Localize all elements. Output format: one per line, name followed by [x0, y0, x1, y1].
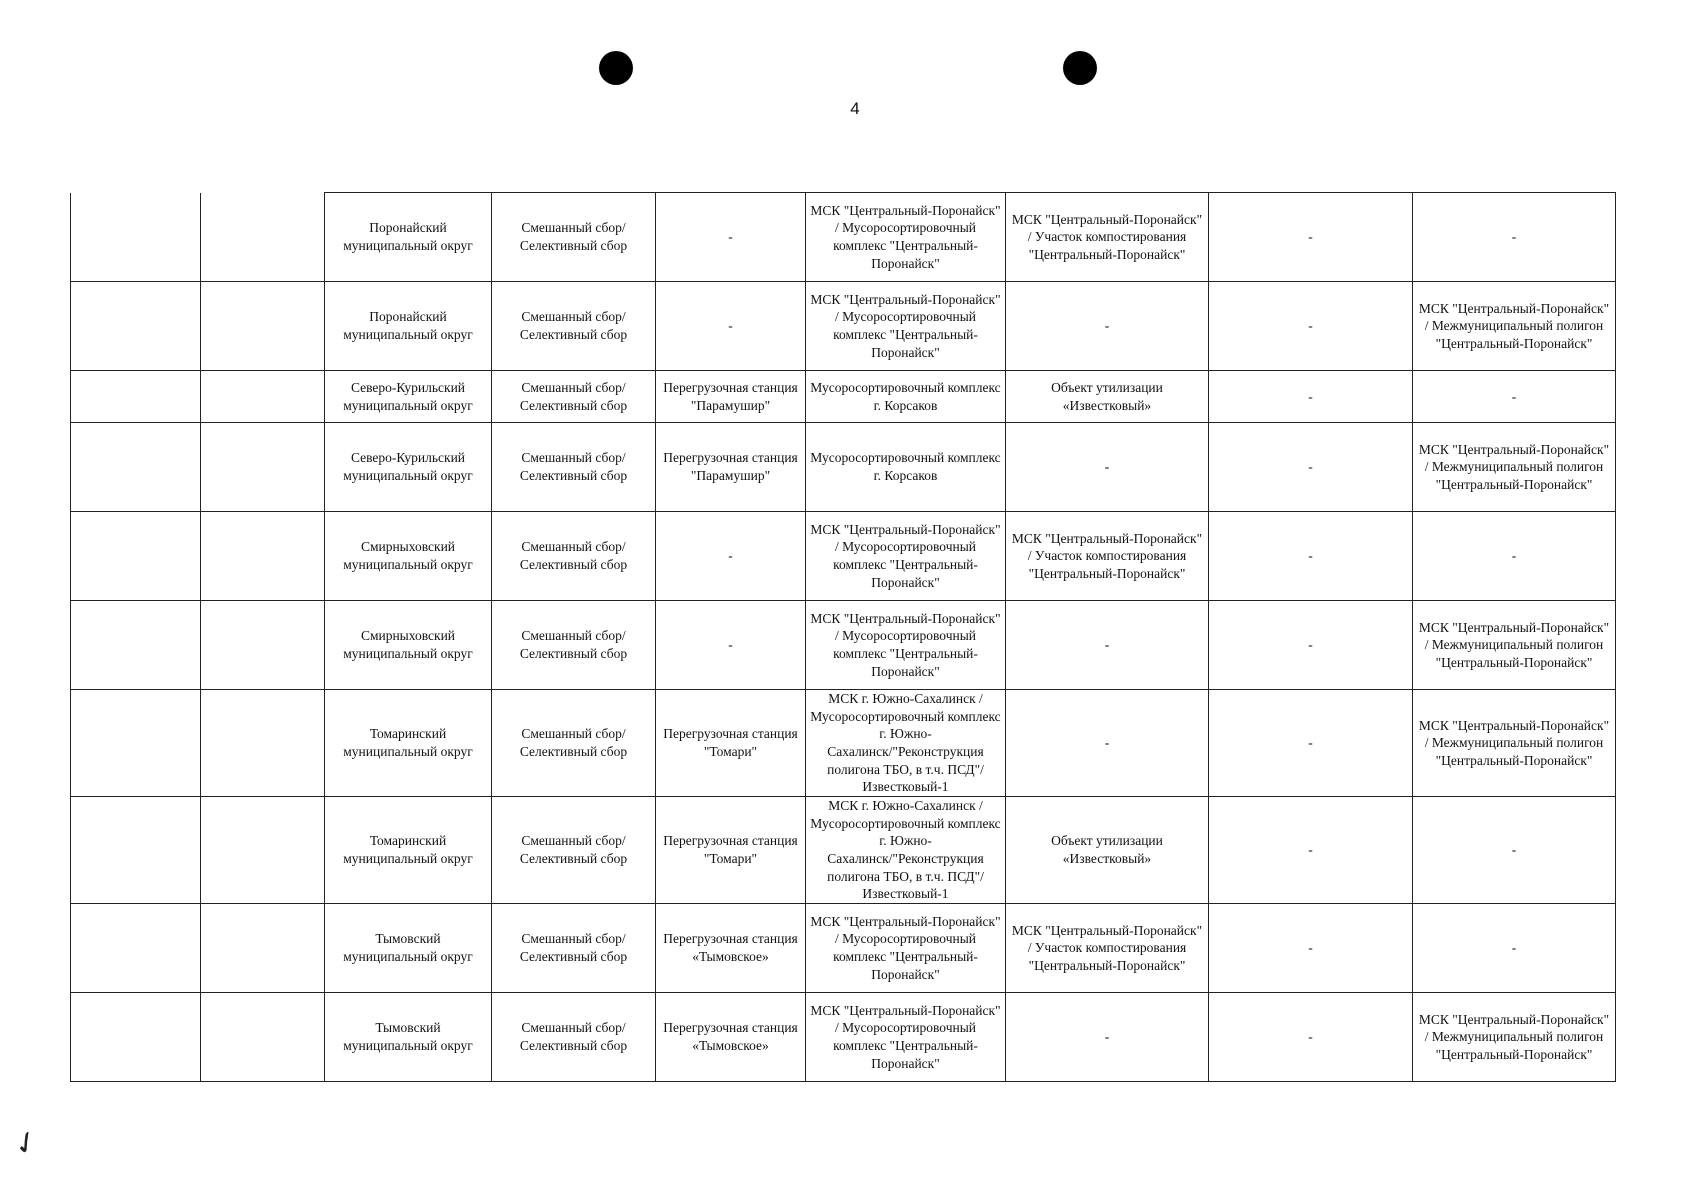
cell-district: Смирныховский муниципальный округ	[325, 601, 492, 690]
cell-disposal: -	[1413, 512, 1616, 601]
cell-sorting: МСК "Центральный-Поронайск" / Мусоросортировочный комплекс "Центральный-Поронайск"	[806, 282, 1006, 371]
cell-transfer: Перегрузочная станция "Томари"	[656, 797, 806, 904]
margin-handwritten-mark: ✓	[7, 1122, 46, 1165]
table-row	[71, 797, 1616, 904]
cell-collection: Смешанный сбор/ Селективный сбор	[492, 512, 656, 601]
cell-transfer: Перегрузочная станция "Парамушир"	[656, 371, 806, 423]
cell-neutralization: -	[1209, 601, 1413, 690]
cell-transfer: Перегрузочная станция "Парамушир"	[656, 423, 806, 512]
cell-neutralization: -	[1209, 797, 1413, 904]
cell-transfer: -	[656, 512, 806, 601]
page-number: 4	[850, 99, 860, 118]
cell-transfer: Перегрузочная станция «Тымовское»	[656, 904, 806, 993]
blank-cell	[71, 512, 201, 601]
cell-district: Поронайский муниципальный округ	[325, 282, 492, 371]
cell-utilization: МСК "Центральный-Поронайск" / Участок компостирования "Центральный-Поронайск"	[1006, 512, 1209, 601]
cell-sorting: МСК г. Южно-Сахалинск / Мусоросортировочный комплекс г. Южно-Сахалинск/"Реконструкция полигона ТБО, в т.ч. ПСД"/Известковый-1	[806, 797, 1006, 904]
cell-disposal: -	[1413, 797, 1616, 904]
blank-cell	[201, 282, 325, 371]
cell-neutralization: -	[1209, 423, 1413, 512]
cell-district: Северо-Курильский муниципальный округ	[325, 423, 492, 512]
table-row	[71, 904, 1616, 993]
cell-transfer: Перегрузочная станция "Томари"	[656, 690, 806, 797]
blank-cell	[71, 193, 201, 282]
table-row	[71, 601, 1616, 690]
cell-collection: Смешанный сбор/ Селективный сбор	[492, 371, 656, 423]
cell-utilization: -	[1006, 601, 1209, 690]
blank-cell	[201, 601, 325, 690]
cell-sorting: МСК "Центральный-Поронайск" / Мусоросортировочный комплекс "Центральный-Поронайск"	[806, 993, 1006, 1082]
cell-neutralization: -	[1209, 904, 1413, 993]
cell-sorting: МСК "Центральный-Поронайск" / Мусоросортировочный комплекс "Центральный-Поронайск"	[806, 904, 1006, 993]
cell-disposal: МСК "Центральный-Поронайск" / Межмуниципальный полигон "Центральный-Поронайск"	[1413, 282, 1616, 371]
cell-neutralization: -	[1209, 371, 1413, 423]
table-row	[71, 993, 1616, 1082]
cell-sorting: МСК "Центральный-Поронайск" / Мусоросортировочный комплекс "Центральный-Поронайск"	[806, 193, 1006, 282]
cell-district: Томаринский муниципальный округ	[325, 797, 492, 904]
cell-collection: Смешанный сбор/ Селективный сбор	[492, 904, 656, 993]
cell-utilization: МСК "Центральный-Поронайск" / Участок компостирования "Центральный-Поронайск"	[1006, 193, 1209, 282]
cell-district: Смирныховский муниципальный округ	[325, 512, 492, 601]
cell-disposal: МСК "Центральный-Поронайск" / Межмуниципальный полигон "Центральный-Поронайск"	[1413, 423, 1616, 512]
cell-sorting: МСК г. Южно-Сахалинск / Мусоросортировочный комплекс г. Южно-Сахалинск/"Реконструкция полигона ТБО, в т.ч. ПСД"/Известковый-1	[806, 690, 1006, 797]
cell-district: Тымовский муниципальный округ	[325, 993, 492, 1082]
cell-collection: Смешанный сбор/ Селективный сбор	[492, 193, 656, 282]
cell-utilization: Объект утилизации «Известковый»	[1006, 371, 1209, 423]
blank-cell	[201, 797, 325, 904]
cell-utilization: МСК "Центральный-Поронайск" / Участок компостирования "Центральный-Поронайск"	[1006, 904, 1209, 993]
blank-cell	[201, 690, 325, 797]
cell-utilization: -	[1006, 282, 1209, 371]
cell-transfer: -	[656, 282, 806, 371]
cell-transfer: -	[656, 601, 806, 690]
cell-disposal: -	[1413, 371, 1616, 423]
cell-utilization: -	[1006, 993, 1209, 1082]
cell-sorting: Мусоросортировочный комплекс г. Корсаков	[806, 371, 1006, 423]
blank-cell	[201, 423, 325, 512]
blank-cell	[71, 993, 201, 1082]
cell-neutralization: -	[1209, 282, 1413, 371]
cell-disposal: МСК "Центральный-Поронайск" / Межмуниципальный полигон "Центральный-Поронайск"	[1413, 690, 1616, 797]
blank-cell	[71, 371, 201, 423]
cell-collection: Смешанный сбор/ Селективный сбор	[492, 690, 656, 797]
cell-district: Поронайский муниципальный округ	[325, 193, 492, 282]
table-row	[71, 193, 1616, 282]
cell-disposal: МСК "Центральный-Поронайск" / Межмуниципальный полигон "Центральный-Поронайск"	[1413, 993, 1616, 1082]
cell-neutralization: -	[1209, 690, 1413, 797]
table-row	[71, 512, 1616, 601]
blank-cell	[71, 797, 201, 904]
cell-district: Томаринский муниципальный округ	[325, 690, 492, 797]
cell-district: Северо-Курильский муниципальный округ	[325, 371, 492, 423]
cell-sorting: Мусоросортировочный комплекс г. Корсаков	[806, 423, 1006, 512]
cell-transfer: Перегрузочная станция «Тымовское»	[656, 993, 806, 1082]
cell-collection: Смешанный сбор/ Селективный сбор	[492, 797, 656, 904]
cell-utilization: Объект утилизации «Известковый»	[1006, 797, 1209, 904]
cell-disposal: -	[1413, 193, 1616, 282]
blank-cell	[201, 193, 325, 282]
cell-collection: Смешанный сбор/ Селективный сбор	[492, 423, 656, 512]
table-row	[71, 282, 1616, 371]
cell-neutralization: -	[1209, 512, 1413, 601]
blank-cell	[71, 690, 201, 797]
blank-cell	[71, 904, 201, 993]
punch-hole-left	[599, 51, 633, 85]
cell-collection: Смешанный сбор/ Селективный сбор	[492, 601, 656, 690]
cell-sorting: МСК "Центральный-Поронайск" / Мусоросортировочный комплекс "Центральный-Поронайск"	[806, 512, 1006, 601]
cell-collection: Смешанный сбор/ Селективный сбор	[492, 993, 656, 1082]
table-row	[71, 371, 1616, 423]
blank-cell	[71, 423, 201, 512]
blank-cell	[71, 282, 201, 371]
blank-cell	[71, 601, 201, 690]
table-row	[71, 690, 1616, 797]
blank-cell	[201, 512, 325, 601]
cell-collection: Смешанный сбор/ Селективный сбор	[492, 282, 656, 371]
cell-utilization: -	[1006, 690, 1209, 797]
cell-disposal: -	[1413, 904, 1616, 993]
cell-district: Тымовский муниципальный округ	[325, 904, 492, 993]
cell-transfer: -	[656, 193, 806, 282]
blank-cell	[201, 371, 325, 423]
waste-flow-table	[70, 192, 1616, 1082]
cell-disposal: МСК "Центральный-Поронайск" / Межмуниципальный полигон "Центральный-Поронайск"	[1413, 601, 1616, 690]
cell-neutralization: -	[1209, 193, 1413, 282]
cell-sorting: МСК "Центральный-Поронайск" / Мусоросортировочный комплекс "Центральный-Поронайск"	[806, 601, 1006, 690]
table-row	[71, 423, 1616, 512]
cell-utilization: -	[1006, 423, 1209, 512]
blank-cell	[201, 993, 325, 1082]
blank-cell	[201, 904, 325, 993]
cell-neutralization: -	[1209, 993, 1413, 1082]
punch-hole-right	[1063, 51, 1097, 85]
